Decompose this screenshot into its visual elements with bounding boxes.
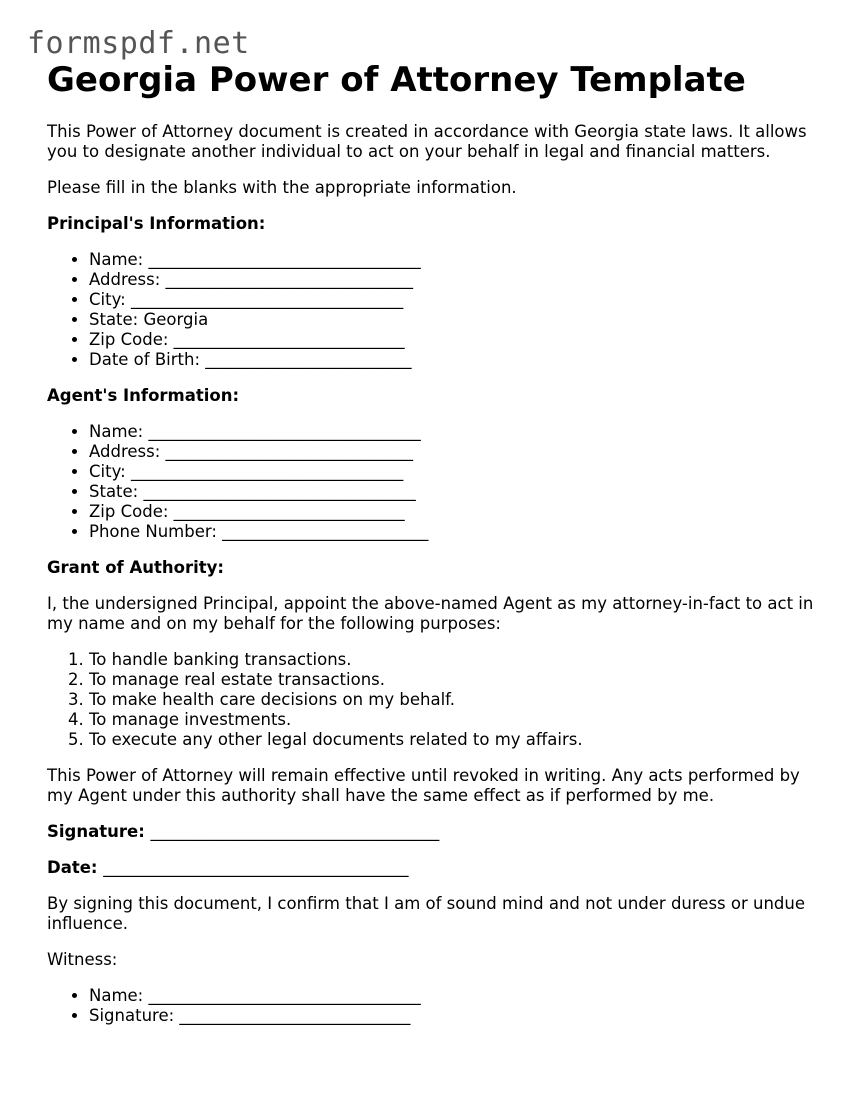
- page-title: Georgia Power of Attorney Template: [47, 60, 746, 100]
- principal-address-field: [89, 270, 817, 290]
- field-blank: _________________________________: [143, 482, 416, 501]
- field-blank: _________________________________: [148, 986, 421, 1005]
- date-label: Date:: [47, 858, 104, 877]
- field-label: City:: [89, 290, 131, 309]
- field-label: Date of Birth:: [89, 350, 206, 369]
- effective-paragraph: This Power of Attorney will remain effective until revoked in writing. Any acts performed by my Agent under this authority shall have the same effect as if performed by me.: [47, 766, 800, 805]
- principal-state-field: [89, 310, 817, 330]
- purpose-item: 4. To manage investments.: [89, 710, 817, 730]
- field-blank: ____________________________: [173, 330, 405, 349]
- instructions-paragraph: Please fill in the blanks with the appropriate information.: [47, 178, 517, 197]
- agent-name-field: [89, 422, 817, 442]
- field-label: Signature:: [89, 1006, 180, 1025]
- purposes-list: [47, 650, 817, 750]
- field-label: State:: [89, 310, 144, 329]
- field-blank: ____________________________: [179, 1006, 411, 1025]
- witness-name-field: [89, 986, 817, 1006]
- field-label: Zip Code:: [89, 330, 174, 349]
- principal-zip-field: [89, 330, 817, 350]
- field-blank: _________________________________: [130, 290, 404, 309]
- agent-address-field: [89, 442, 817, 462]
- watermark: formspdf.net: [27, 26, 250, 61]
- date-blank: _____________________________________: [103, 858, 409, 877]
- purpose-item: 1. To handle banking transactions.: [89, 650, 817, 670]
- principal-dob-field: [89, 350, 817, 370]
- field-label: City:: [89, 462, 131, 481]
- field-label: Address:: [89, 442, 166, 461]
- principal-name-field: [89, 250, 817, 270]
- field-blank: ____________________________: [173, 502, 405, 521]
- intro-paragraph: This Power of Attorney document is created in accordance with Georgia state laws. It allows you to designate another individual to act on your behalf in legal and financial matters.: [47, 122, 807, 161]
- witness-fields-list: [47, 986, 817, 1026]
- signature-line: [47, 822, 817, 842]
- principal-heading: Principal's Information:: [47, 214, 266, 233]
- field-label: Name:: [89, 250, 149, 269]
- field-label: Name:: [89, 986, 149, 1005]
- field-label: State:: [89, 482, 144, 501]
- field-blank: _________________________________: [130, 462, 404, 481]
- field-label: Name:: [89, 422, 149, 441]
- field-blank: _________________________________: [148, 250, 421, 269]
- agent-state-field: [89, 482, 817, 502]
- signature-blank: ___________________________________: [150, 822, 440, 841]
- field-label: Address:: [89, 270, 166, 289]
- field-label: Phone Number:: [89, 522, 223, 541]
- principal-fields-list: [47, 250, 817, 370]
- purpose-item: 3. To make health care decisions on my behalf.: [89, 690, 817, 710]
- field-blank: _________________________: [205, 350, 412, 369]
- grant-heading: Grant of Authority:: [47, 558, 224, 577]
- field-value: Georgia: [143, 310, 209, 329]
- agent-zip-field: [89, 502, 817, 522]
- witness-heading: Witness:: [47, 950, 118, 969]
- purpose-item: 2. To manage real estate transactions.: [89, 670, 817, 690]
- agent-phone-field: [89, 522, 817, 542]
- agent-fields-list: [47, 422, 817, 542]
- date-line: [47, 858, 817, 878]
- field-blank: _________________________: [222, 522, 429, 541]
- witness-signature-field: [89, 1006, 817, 1026]
- principal-city-field: [89, 290, 817, 310]
- field-blank: _________________________________: [148, 422, 421, 441]
- agent-heading: Agent's Information:: [47, 386, 240, 405]
- grant-paragraph: I, the undersigned Principal, appoint the above-named Agent as my attorney-in-fact to act in my name and on my behalf for the following purposes:: [47, 594, 814, 633]
- field-blank: ______________________________: [165, 270, 414, 289]
- document: [47, 58, 817, 1026]
- agent-city-field: [89, 462, 817, 482]
- signature-label: Signature:: [47, 822, 151, 841]
- purpose-item: 5. To execute any other legal documents related to my affairs.: [89, 730, 817, 750]
- field-blank: ______________________________: [165, 442, 414, 461]
- field-label: Zip Code:: [89, 502, 174, 521]
- confirmation-paragraph: By signing this document, I confirm that I am of sound mind and not under duress or undue influence.: [47, 894, 806, 933]
